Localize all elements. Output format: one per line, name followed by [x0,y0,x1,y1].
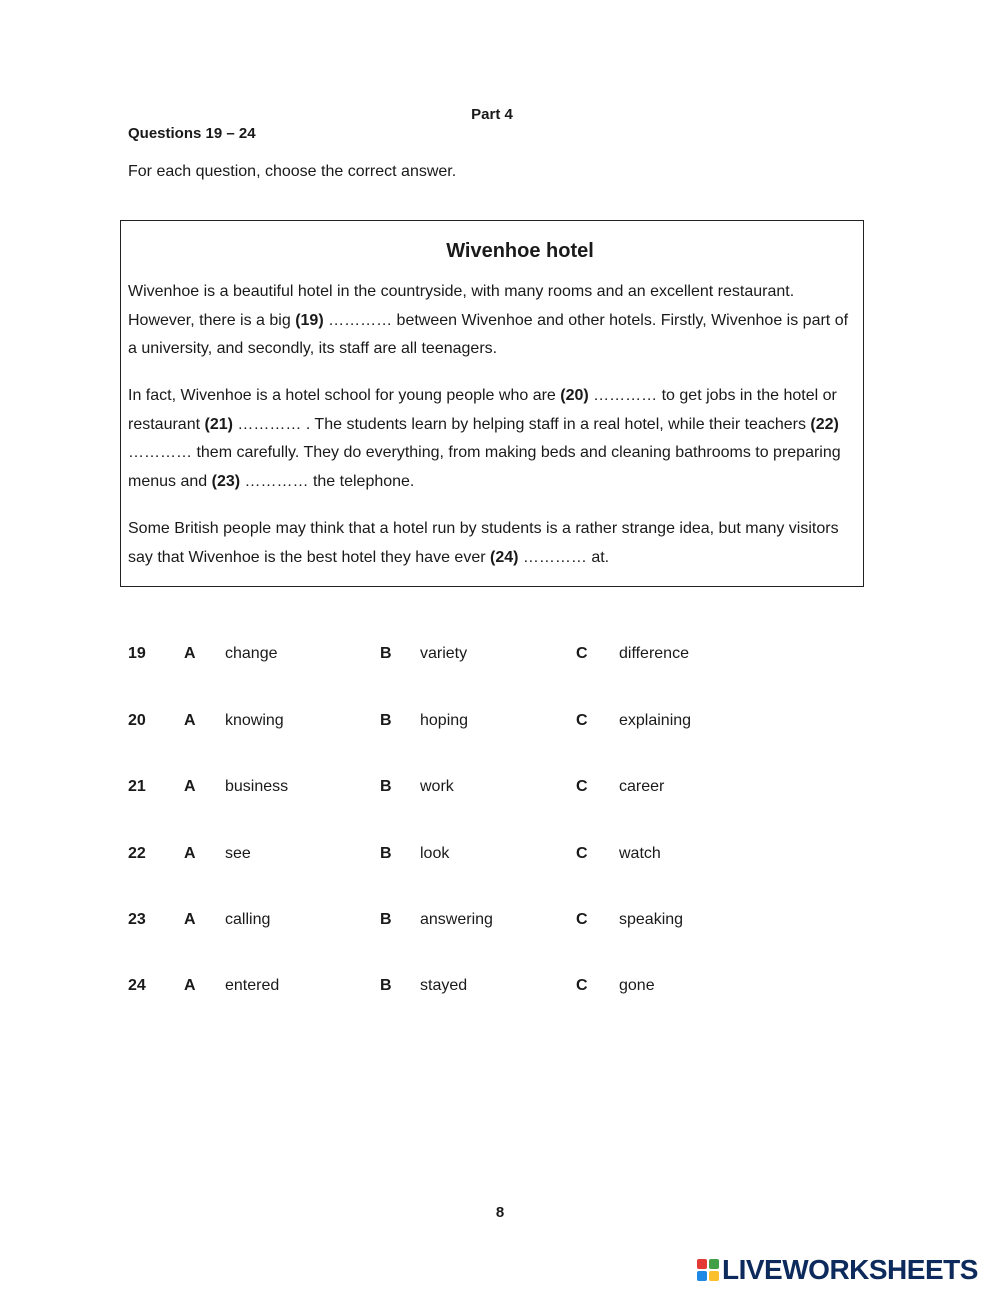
option-c[interactable]: career [619,778,665,795]
logo-square-3 [697,1271,707,1281]
option-letter-c: C [576,712,588,729]
option-letter-b: B [380,845,392,862]
option-letter-a: A [184,778,196,795]
option-letter-c: C [576,778,588,795]
logo-square-2 [709,1259,719,1269]
liveworksheets-logo[interactable] [697,1253,978,1287]
option-letter-a: A [184,911,196,928]
option-letter-c: C [576,845,588,862]
option-c[interactable]: explaining [619,712,692,729]
question-row-24 [0,977,1000,1001]
question-row-19 [0,645,1000,669]
option-a[interactable]: see [225,845,251,862]
question-number: 24 [128,977,146,994]
question-number: 20 [128,712,146,729]
option-letter-a: A [184,645,196,662]
question-number: 19 [128,645,146,662]
option-letter-c: C [576,911,588,928]
option-a[interactable]: knowing [225,712,284,729]
option-a[interactable]: change [225,645,278,662]
question-row-23 [0,911,1000,935]
option-b[interactable]: hoping [420,712,469,729]
option-b[interactable]: answering [420,911,493,928]
part-title: Part 4 [471,106,513,123]
passage-paragraph-2: In fact, Wivenhoe is a hotel school for young people who are (20) ………… to get jobs in the hotel or restaurant (21) ………… . The students learn by helping staff in a real hotel, while their teachers (22) ………… them carefully. They do everything, from making beds and cleaning bathrooms to preparing menus and (23) ………… the telephone. [128,387,841,490]
option-letter-c: C [576,977,588,994]
option-c[interactable]: gone [619,977,655,994]
option-c[interactable]: watch [619,845,661,862]
passage-paragraph-3: Some British people may think that a hotel run by students is a rather strange idea, but many visitors say that Wivenhoe is the best hotel they have ever (24) ………… at. [128,520,839,566]
option-letter-b: B [380,645,392,662]
gap-21: (21) [204,415,233,433]
option-b[interactable]: stayed [420,977,468,994]
option-c[interactable]: difference [619,645,689,662]
gap-22: (22) [810,415,839,433]
question-row-20 [0,712,1000,736]
option-b[interactable]: variety [420,645,468,662]
logo-square-1 [697,1259,707,1269]
gap-19: (19) [295,311,324,329]
brand-name: LIVEWORKSHEETS [722,1254,978,1285]
option-b[interactable]: look [420,845,450,862]
option-a[interactable]: calling [225,911,271,928]
option-letter-b: B [380,712,392,729]
option-c[interactable]: speaking [619,911,684,928]
option-letter-a: A [184,845,196,862]
option-letter-b: B [380,911,392,928]
passage-title: Wivenhoe hotel [446,240,594,262]
question-number: 21 [128,778,146,795]
question-number: 23 [128,911,146,928]
option-letter-a: A [184,712,196,729]
question-number: 22 [128,845,146,862]
gap-23: (23) [211,472,241,490]
option-letter-b: B [380,977,392,994]
option-letter-a: A [184,977,196,994]
passage-paragraph-1: Wivenhoe is a beautiful hotel in the countryside, with many rooms and an excellent restaurant. However, there is a big (19) ………… between Wivenhoe and other hotels. Firstly, Wivenhoe is part of a university, and secondly, its staff are all teenagers. [128,283,849,357]
option-b[interactable]: work [420,778,454,795]
option-letter-c: C [576,645,588,662]
question-row-22 [0,845,1000,869]
questions-range: Questions 19 – 24 [128,125,256,142]
option-a[interactable]: business [225,778,289,795]
question-row-21 [0,778,1000,802]
instruction-text: For each question, choose the correct answer. [128,163,457,180]
option-letter-b: B [380,778,392,795]
option-a[interactable]: entered [225,977,280,994]
liveworksheets-logo-icon [697,1259,719,1281]
page-number: 8 [495,1204,505,1221]
gap-20: (20) [560,387,589,404]
logo-square-4 [709,1271,719,1281]
gap-24: (24) [489,548,519,566]
